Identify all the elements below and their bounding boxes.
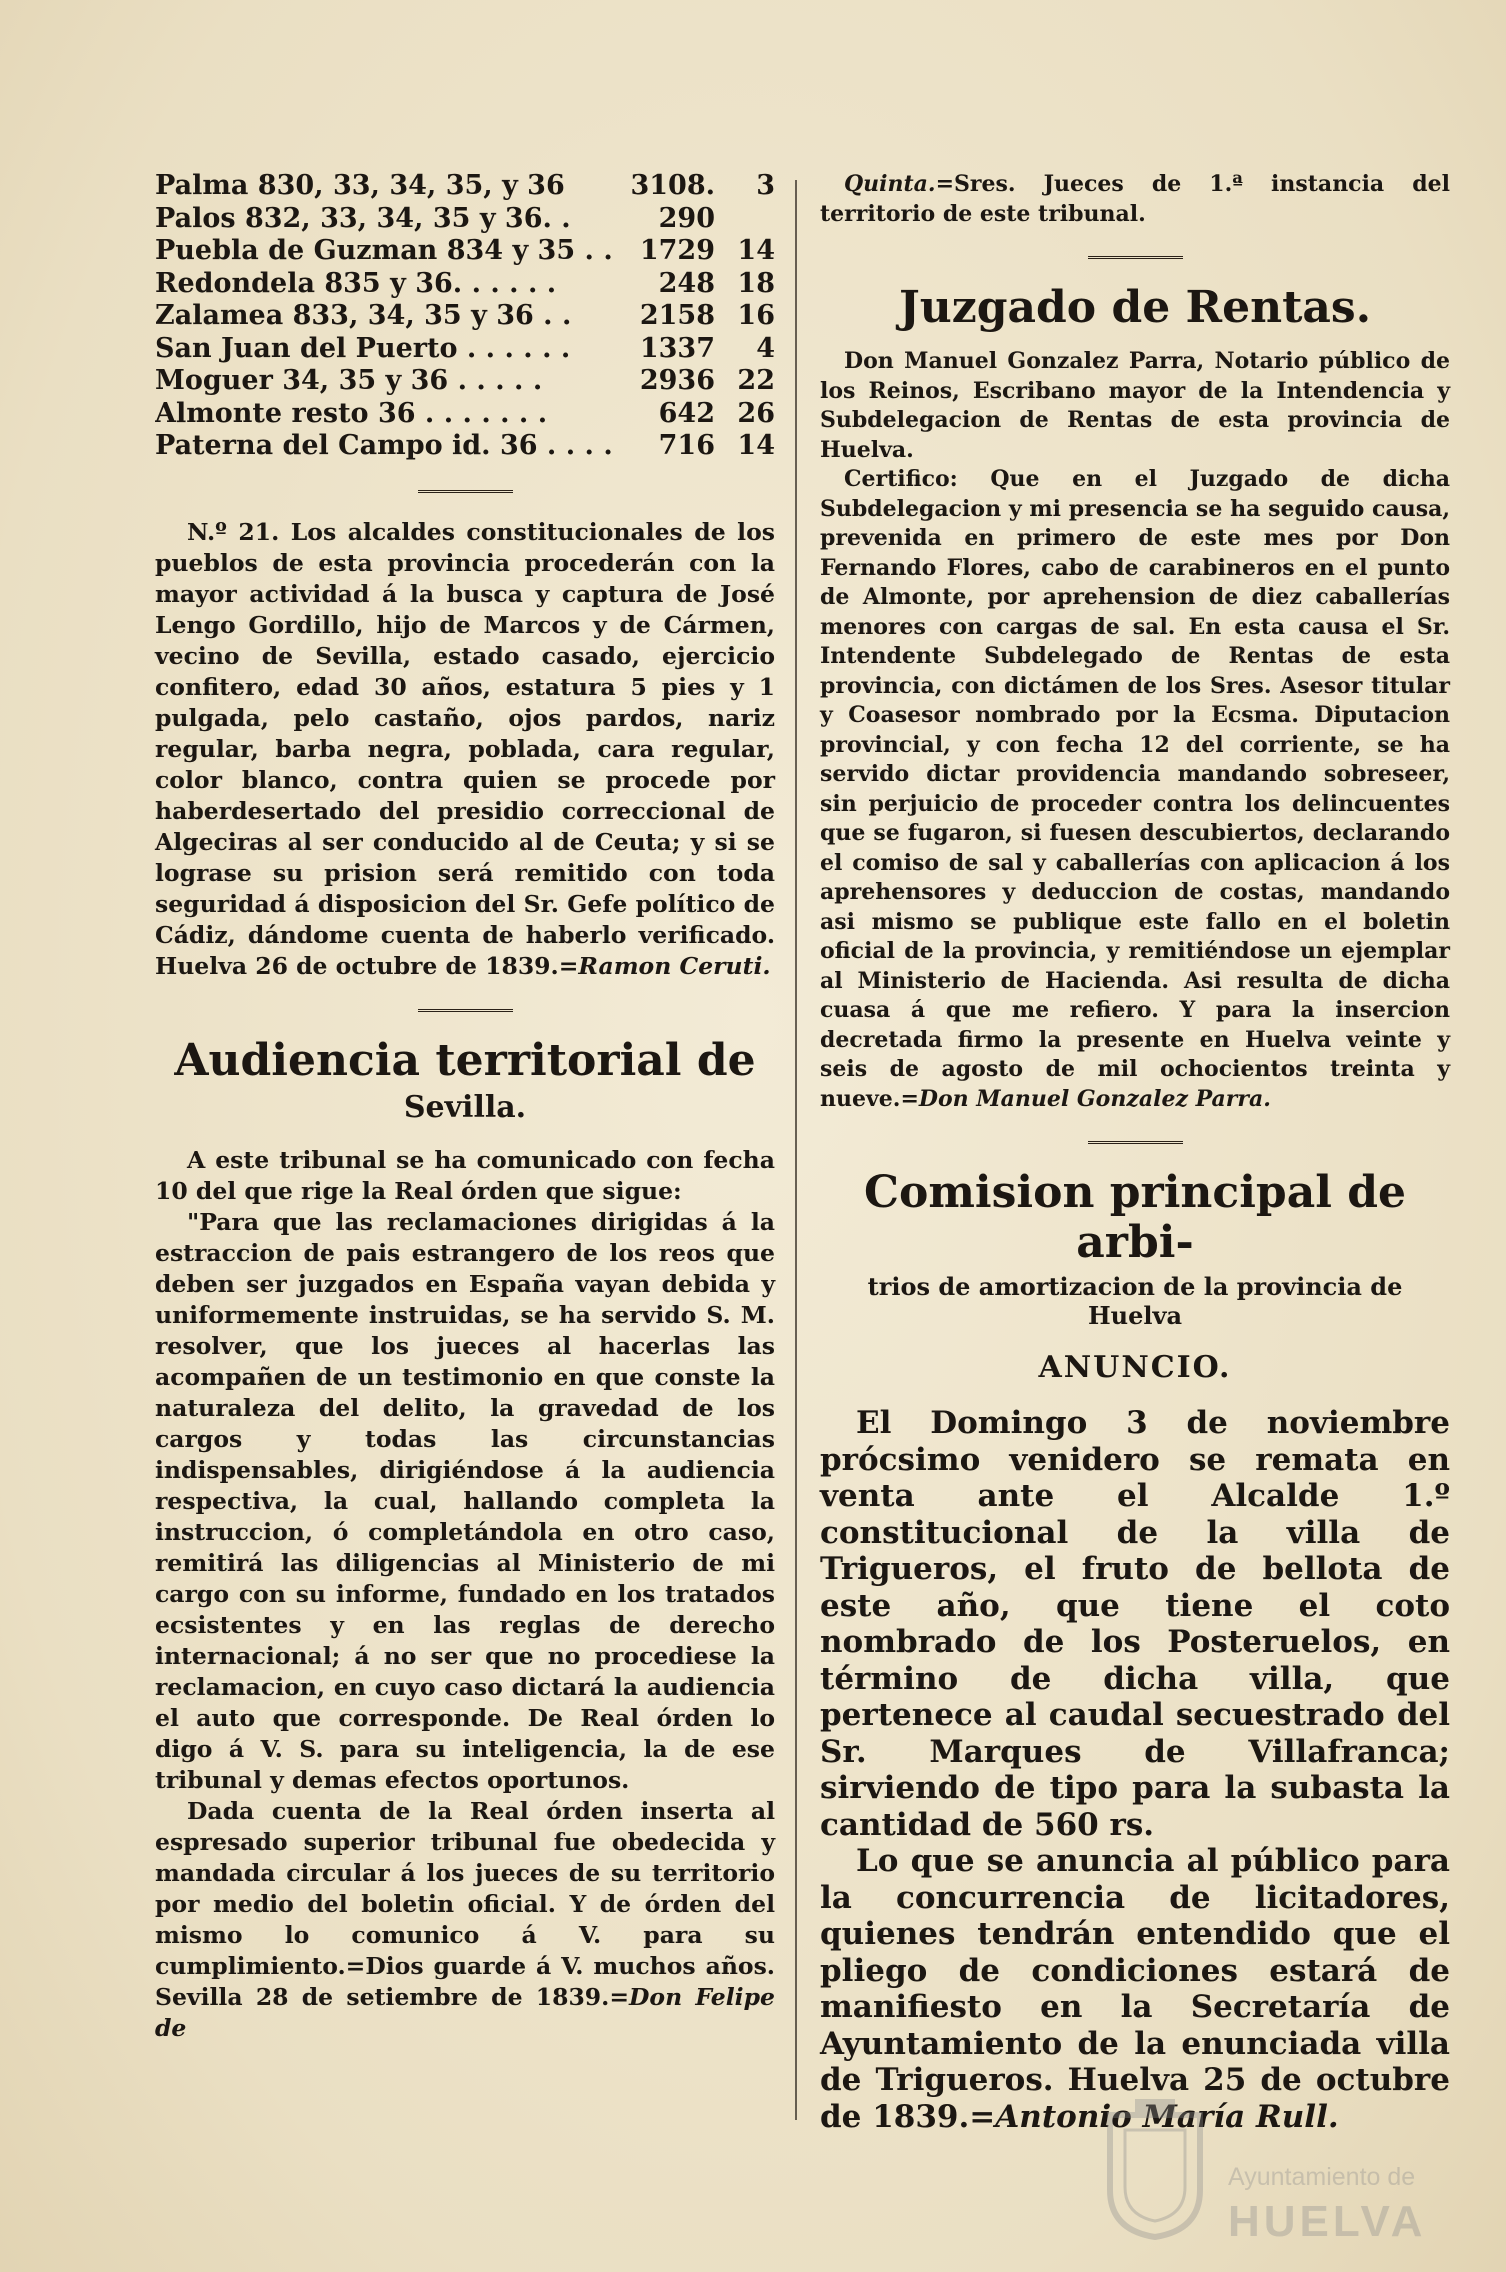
rentas-signature: =Don Manuel Gonzalez Parra. <box>900 1085 1271 1112</box>
coat-of-arms-icon <box>1100 2095 1210 2240</box>
left-column <box>155 170 775 2044</box>
table-cell-place: Zalamea 833, 34, 35 y 36 . . <box>155 300 572 331</box>
table-cell-total: 642 <box>658 397 715 429</box>
separator <box>820 1128 1450 1154</box>
table-row <box>155 300 775 333</box>
table-cell-num: 18 <box>737 267 775 299</box>
separator <box>155 996 775 1022</box>
table-row <box>155 170 775 203</box>
table-cell-place: Almonte resto 36 . . . . . . . <box>155 397 548 429</box>
table-cell-place: Moguer 34, 35 y 36 . . . . . <box>155 365 543 396</box>
table-row <box>155 333 775 366</box>
audiencia-title: Audiencia territorial de <box>174 1034 756 1086</box>
table-row <box>155 398 775 431</box>
statistics-table <box>155 170 775 463</box>
table-cell-place: San Juan del Puerto . . . . . . <box>155 332 571 364</box>
audiencia-continuation <box>820 170 1450 229</box>
watermark-line-2: HUELVA <box>1228 2197 1427 2246</box>
continuation-text: =Sres. Jueces de 1.ª instancia del territorio de este tribunal. <box>820 171 1450 227</box>
separator <box>820 243 1450 269</box>
notice-21-signature: =Ramon Ceruti. <box>558 951 771 980</box>
table-cell-total: 1729 <box>639 235 715 266</box>
rentas-title: Juzgado de Rentas. <box>898 282 1372 333</box>
comision-paragraph-2-text: Lo que se anuncia al público para la concurrencia de licitadores, quienes tendrán entendido que el pliego de condiciones estará de manifiesto en la Secretaría de Ayuntamiento de la enunciada villa de Trigueros. Huelva 25 de octubre de 1839. <box>820 1843 1450 2135</box>
column-rule <box>795 180 797 2120</box>
rentas-body-text: Certifico: Que en el Juzgado de dicha Subdelegacion y mi presencia se ha seguido causa, prevenida en primero de este mes por Don Fernando Flores, cabo de carabineros en el punto de Almonte, por aprehension de diez caballerías menores con cargas de sal. En esta causa el Sr. Intendente Subdelegado de Rentas de esta provincia, con dictámen de los Sres. Asesor titular y Coasesor nombrado por la Ecsma. Diputacion provincial, y con fecha 12 del corriente, se ha servido dictar providencia mandando sobreseer, sin perjuicio de proceder contra los delincuentes que se fugaron, si fuesen descubiertos, declarando el comiso de sal y caballerías con aplicacion á los aprehensores y deduccion de costas, mandando asi mismo se publique este fallo en el boletin oficial de la provincia, y remitiéndose un ejemplar al Ministerio de Hacienda. Asi resulta de dicha cuasa á que me refiero. Y para la insercion decretada firmo la presente en Huelva veinte y seis de agosto de mil ochocientos treinta y nueve. <box>820 466 1450 1112</box>
watermark-line-1: Ayuntamiento de <box>1228 2163 1416 2191</box>
rentas-body <box>820 465 1450 1114</box>
separator <box>155 477 775 503</box>
huelva-watermark <box>1100 2095 1440 2245</box>
table-cell-place: Palma 830, 33, 34, 35, y 36 <box>155 170 565 201</box>
comision-paragraph-1: El Domingo 3 de noviembre prócsimo venidero se remata en venta ante el Alcalde 1.º constitucional de la villa de Trigueros, el fruto de bellota de este año, que tiene el coto nombrado de los Posteruelos, en término de dicha villa, que pertenece al caudal secuestrado del Sr. Marques de Villafranca; sirviendo de tipo para la subasta la cantidad de 560 rs. <box>820 1405 1450 1843</box>
audiencia-paragraph-3 <box>155 1796 775 2044</box>
comision-title: Comision principal de arbi- <box>863 1167 1406 1268</box>
table-row <box>155 268 775 301</box>
table-cell-num: 14 <box>737 235 775 266</box>
table-cell-place: Redondela 835 y 36. . . . . . <box>155 267 557 299</box>
table-cell-total: 248 <box>658 267 715 299</box>
audiencia-paragraph-1: A este tribunal se ha comunicado con fecha 10 del que rige la Real órden que sigue: <box>155 1145 775 1205</box>
table-cell-total: 2158 <box>639 300 715 331</box>
notice-21 <box>155 517 775 982</box>
notice-21-text: N.º 21. Los alcaldes constitucionales de los pueblos de esta provincia procederán con la mayor actividad á la busca y captura de José Lengo Gordillo, hijo de Marcos y de Cármen, vecino de Sevilla, estado casado, ejercicio confitero, edad 30 años, estatura 5 pies y 1 pulgada, pelo castaño, ojos pardos, nariz regular, barba negra, poblada, cara regular, color blanco, contra quien se procede por haberdesertado del presidio correccional de Algeciras al ser conducido al de Ceuta; y si se lograse su prision será remitido con toda seguridad á disposicion del Sr. Gefe político de Cádiz, dándome cuenta de haberlo verificado. Huelva 26 de octubre de 1839. <box>155 517 775 980</box>
table-cell-place: Paterna del Campo id. 36 . . . . <box>155 430 613 461</box>
table-cell-place: Puebla de Guzman 834 y 35 . . <box>155 235 613 266</box>
table-cell-total: 3108. <box>630 170 715 201</box>
audiencia-subtitle: Sevilla. <box>403 1089 527 1125</box>
table-row <box>155 365 775 398</box>
right-column <box>820 170 1450 2135</box>
table-cell-place: Palos 832, 33, 34, 35 y 36. . <box>155 202 571 234</box>
table-row <box>155 235 775 268</box>
anuncio-heading: ANUNCIO. <box>1038 1350 1232 1385</box>
comision-signature: =Antonio María Rull. <box>969 2098 1339 2135</box>
table-cell-num: 14 <box>737 430 775 461</box>
table-cell-num: 22 <box>737 365 775 396</box>
table-cell-num: 16 <box>737 300 775 331</box>
rentas-intro: Don Manuel Gonzalez Parra, Notario público de los Reinos, Escribano mayor de la Intendencia y Subdelegacion de Rentas de esta provincia de Huelva. <box>820 348 1450 463</box>
table-cell-num: 3 <box>756 170 775 201</box>
continuation-signature: Quinta. <box>844 171 936 197</box>
comision-subtitle: trios de amortizacion de la provincia de Huelva <box>867 1272 1403 1330</box>
table-cell-num <box>715 203 775 236</box>
table-cell-total: 1337 <box>639 332 715 364</box>
comision-paragraph-2 <box>820 1843 1450 2135</box>
table-cell-total: 2936 <box>639 365 715 396</box>
audiencia-signature: =Don Felipe de <box>155 1982 775 2042</box>
audiencia-paragraph-3-text: Dada cuenta de la Real órden inserta al espresado superior tribunal fue obedecida y mandada circular á los jueces de su territorio por medio del boletin oficial. Y de órden del mismo lo comunico á V. para su cumplimiento.=Dios guarde á V. muchos años. Sevilla 28 de setiembre de 1839. <box>155 1796 775 2011</box>
table-cell-total: 290 <box>658 202 715 234</box>
audiencia-paragraph-2: "Para que las reclamaciones dirigidas á la estraccion de pais estrangero de los reos que deben ser juzgados en España vayan debida y uniformemente instruidas, se ha servido S. M. resolver, que los jueces al hacerlas las acompañen de un testimonio en que conste la naturaleza del delito, la gravedad de los cargos y todas las circunstancias indispensables, dirigiéndose á la audiencia respectiva, la cual, hallando completa la instruccion, ó completándola en otro caso, remitirá las diligencias al Ministerio de mi cargo con su informe, fundado en los tratados ecsistentes y en las reglas de derecho internacional; á no ser que no procediese la reclamacion, en cuyo caso dictará la audiencia el auto que corresponde. De Real órden lo digo á V. S. para su inteligencia, la de ese tribunal y demas efectos oportunos. <box>155 1207 775 1794</box>
table-cell-num: 4 <box>756 332 775 364</box>
table-row <box>155 203 775 236</box>
table-row <box>155 430 775 463</box>
table-cell-total: 716 <box>658 430 715 461</box>
table-cell-num: 26 <box>737 397 775 429</box>
